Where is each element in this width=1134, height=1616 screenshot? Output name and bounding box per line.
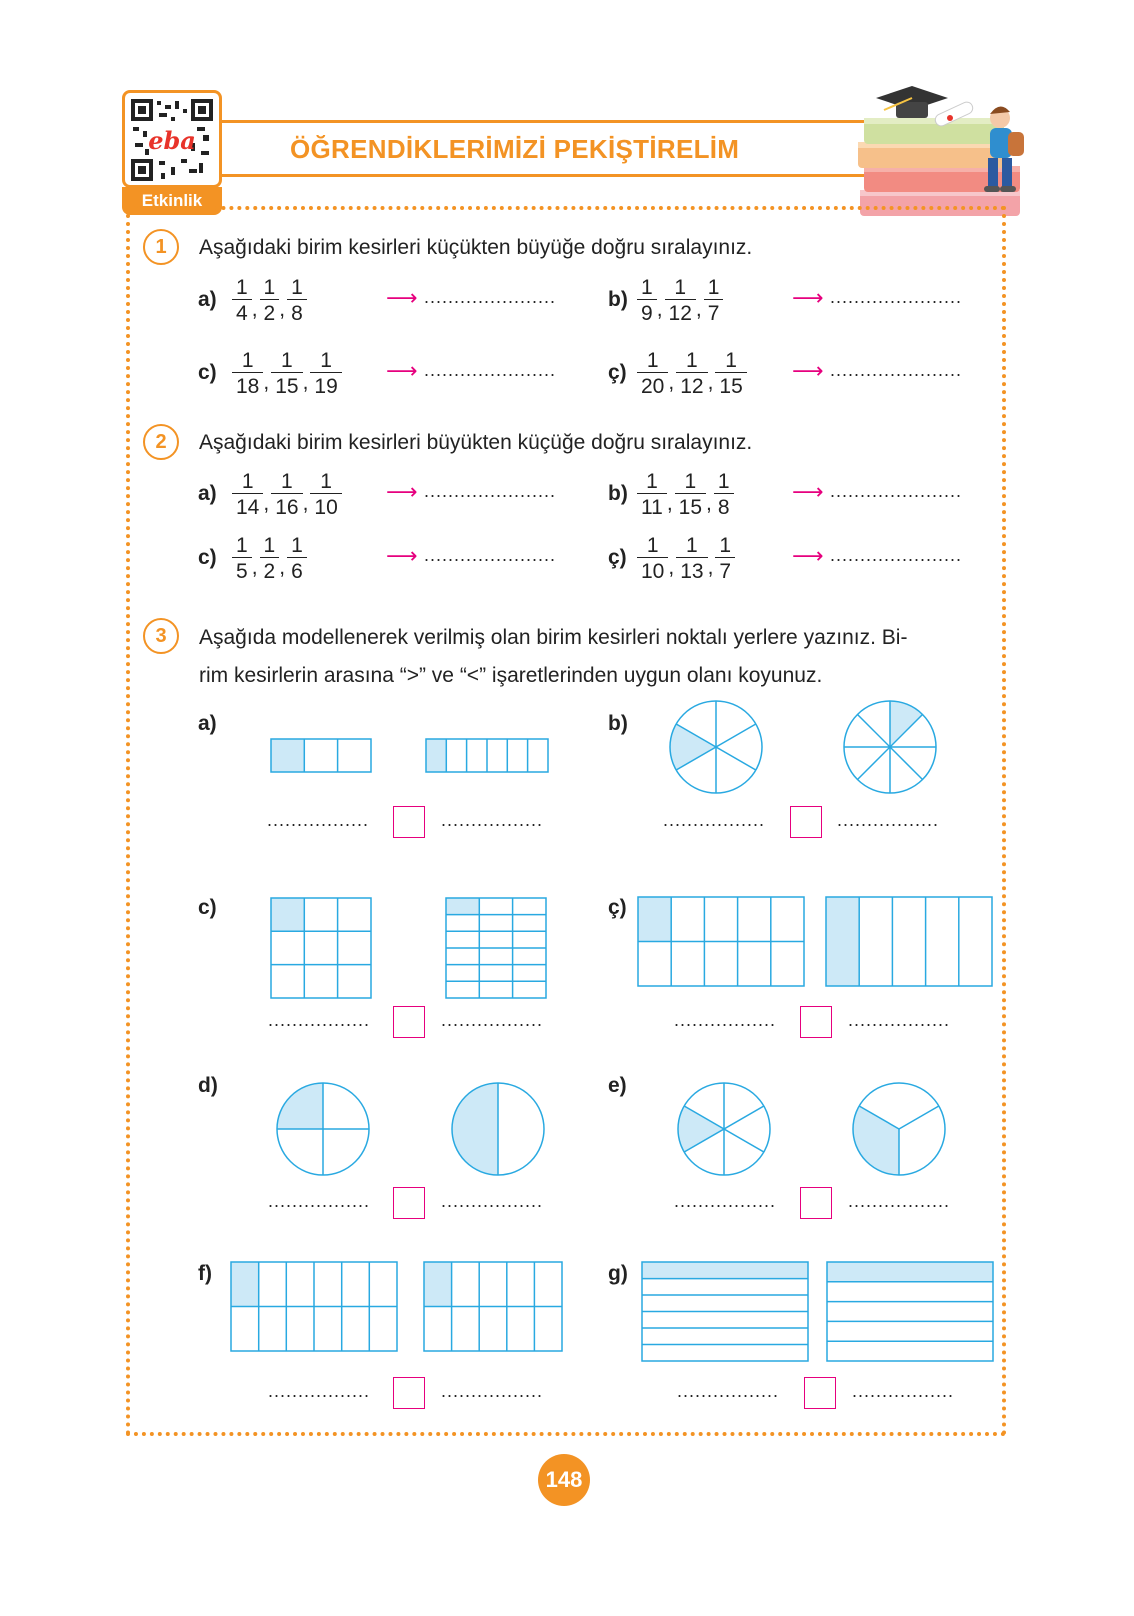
fraction-numerator: 1 [707,276,720,299]
q1-item-0-answer-blank[interactable]: ...................... [424,287,557,307]
qr-code[interactable] [122,90,222,188]
q3-g-comparison-box[interactable] [804,1377,836,1409]
fraction-denominator: 12 [665,299,696,325]
fraction-numerator: 1 [717,470,730,493]
arrow-right-icon: ⟶ [792,358,824,383]
question-3-text-line2: rim kesirlerin arasına “>” ve “<” işaretlerinden uygun olanı koyunuz. [199,664,823,687]
q1-item-3-label: ç) [608,361,627,384]
fraction-denominator: 12 [676,372,707,398]
q2-item-2-answer-blank[interactable]: ...................... [424,545,557,565]
title-rule-bottom [222,174,882,177]
q2-item-0-fractions [232,470,342,519]
q1-item-1-label: b) [608,288,628,311]
q3-g-right-answer-blank[interactable]: ................. [852,1381,955,1401]
q2-item-3-fractions [637,534,735,583]
q3-item-e-label: e) [608,1074,627,1097]
q3-a-right-answer-blank[interactable]: ................. [441,810,544,830]
q2-item-1-label: b) [608,482,628,505]
page-title: ÖĞRENDİKLERİMİZİ PEKİŞTİRELİM [290,134,740,164]
q1-item-2-label: c) [198,361,217,384]
comma-separator: , [302,491,309,515]
comma-separator: , [251,555,258,579]
question-2-text: Aşağıdaki birim kesirleri büyükten küçüğe doğru sıralayınız. [199,431,753,454]
q2-item-2-label: c) [198,546,217,569]
q3-g-right-model [826,1261,996,1363]
fraction-numerator: 1 [291,534,303,557]
fraction [714,470,734,519]
question-3-text-line1: Aşağıda modellenerek verilmiş olan birim kesirleri noktalı yerlere yazınız. Bi- [199,626,908,649]
title-rule-top [222,120,882,123]
q3-e-right-model [852,1082,946,1176]
fraction [637,349,668,398]
q1-item-0-fractions [232,276,307,325]
comma-separator: , [279,555,286,579]
fraction [637,276,657,325]
q3-d-comparison-box[interactable] [393,1187,425,1219]
q1-item-0-label: a) [198,288,217,311]
fraction [260,276,280,325]
fraction-denominator: 7 [704,299,724,325]
fraction-numerator: 1 [320,470,332,493]
q3-g-left-answer-blank[interactable]: ................. [677,1381,780,1401]
q3-f-left-answer-blank[interactable]: ................. [268,1381,371,1401]
activity-badge: Etkinlik [122,187,222,215]
fraction-denominator: 19 [310,372,341,398]
question-1-number: 1 [143,229,179,265]
q3-f-left-model [230,1261,400,1353]
fraction [676,349,707,398]
q3-item-d-label: d) [198,1074,218,1097]
graduation-cap-icon [876,86,948,118]
q2-item-1-answer-blank[interactable]: ...................... [830,481,963,501]
q3-a-right-model [425,738,551,774]
arrow-right-icon: ⟶ [386,543,418,568]
arrow-right-icon: ⟶ [792,479,824,504]
q3-cc-left-model [637,896,807,988]
fraction [232,276,252,325]
fraction-denominator: 10 [637,557,668,583]
fraction-denominator: 14 [232,493,263,519]
fraction-denominator: 13 [676,557,707,583]
fraction-numerator: 1 [646,349,659,372]
q2-item-0-label: a) [198,482,217,505]
fraction [287,534,307,583]
qr-pattern-icon [131,99,213,181]
q3-cc-right-answer-blank[interactable]: ................. [848,1010,951,1030]
q3-c-left-answer-blank[interactable]: ................. [268,1010,371,1030]
fraction [271,349,302,398]
fraction-numerator: 1 [719,534,732,557]
fraction [675,470,706,519]
fraction-numerator: 1 [686,349,698,372]
q3-f-right-model [423,1261,563,1353]
fraction [637,534,668,583]
q1-item-1-fractions [637,276,723,325]
fraction-numerator: 1 [674,276,687,299]
q2-item-2-fractions [232,534,307,583]
q3-b-left-model [669,700,763,794]
q3-g-left-model [641,1261,811,1363]
fraction [704,276,724,325]
q2-item-1-fractions [637,470,734,519]
arrow-right-icon: ⟶ [386,479,418,504]
fraction-denominator: 15 [675,493,706,519]
comma-separator: , [279,297,286,321]
fraction [271,470,302,519]
q3-d-right-answer-blank[interactable]: ................. [441,1191,544,1211]
fraction-numerator: 1 [236,534,248,557]
q3-item-c-label: c) [198,896,217,919]
fraction-denominator: 20 [637,372,668,398]
fraction-numerator: 1 [686,534,698,557]
fraction [310,470,341,519]
fraction-numerator: 1 [646,470,658,493]
question-1-text: Aşağıdaki birim kesirleri küçükten büyüğe doğru sıralayınız. [199,236,753,259]
q3-cc-right-model [825,896,995,988]
q3-e-left-answer-blank[interactable]: ................. [674,1191,777,1211]
fraction [637,470,667,519]
fraction-numerator: 1 [641,276,653,299]
q3-a-comparison-box[interactable] [393,806,425,838]
q3-b-right-answer-blank[interactable]: ................. [837,810,940,830]
q3-item-g-label: g) [608,1262,628,1285]
arrow-right-icon: ⟶ [386,285,418,310]
arrow-right-icon: ⟶ [792,543,824,568]
fraction [715,349,746,398]
q3-e-comparison-box[interactable] [800,1187,832,1219]
fraction-numerator: 1 [281,470,293,493]
fraction-denominator: 5 [232,557,252,583]
q3-cc-comparison-box[interactable] [800,1006,832,1038]
fraction [665,276,696,325]
comma-separator: , [695,297,702,321]
q3-d-left-answer-blank[interactable]: ................. [268,1191,371,1211]
fraction-denominator: 6 [287,557,307,583]
question-3-number: 3 [143,618,179,654]
q2-item-0-answer-blank[interactable]: ...................... [424,481,557,501]
fraction-denominator: 7 [715,557,735,583]
fraction [310,349,341,398]
q1-item-3-answer-blank[interactable]: ...................... [830,360,963,380]
fraction-numerator: 1 [236,276,248,299]
q3-c-right-answer-blank[interactable]: ................. [441,1010,544,1030]
q2-item-3-label: ç) [608,546,627,569]
fraction [260,534,280,583]
comma-separator: , [668,555,675,579]
fraction-numerator: 1 [291,276,303,299]
q3-d-right-model [451,1082,545,1176]
q3-item-b-label: b) [608,712,628,735]
fraction-denominator: 11 [637,493,667,519]
q1-item-2-fractions [232,349,342,398]
comma-separator: , [706,491,712,515]
fraction-numerator: 1 [725,349,737,372]
fraction [232,534,252,583]
arrow-right-icon: ⟶ [386,358,418,383]
q3-b-comparison-box[interactable] [790,806,822,838]
fraction-numerator: 1 [241,470,254,493]
q3-item-a-label: a) [198,712,217,735]
fraction-denominator: 4 [232,299,252,325]
fraction [715,534,735,583]
fraction-denominator: 8 [714,493,734,519]
q3-e-right-answer-blank[interactable]: ................. [848,1191,951,1211]
q3-a-left-answer-blank[interactable]: ................. [267,810,370,830]
page-number: 148 [538,1454,590,1506]
fraction-denominator: 9 [637,299,657,325]
q3-e-left-model [677,1082,771,1176]
q1-item-2-answer-blank[interactable]: ...................... [424,360,557,380]
fraction-numerator: 1 [263,534,276,557]
q3-f-right-answer-blank[interactable]: ................. [441,1381,544,1401]
q3-d-left-model [276,1082,370,1176]
fraction-denominator: 18 [232,372,263,398]
fraction-denominator: 15 [271,372,302,398]
fraction-numerator: 1 [320,349,332,372]
q2-item-3-answer-blank[interactable]: ...................... [830,545,963,565]
q1-item-3-fractions [637,349,747,398]
comma-separator: , [707,555,714,579]
fraction-numerator: 1 [263,276,276,299]
comma-separator: , [263,370,270,394]
fraction [287,276,307,325]
q3-b-right-model [843,700,937,794]
fraction-denominator: 16 [271,493,302,519]
q3-c-left-model [270,897,374,1001]
question-2-number: 2 [143,424,179,460]
fraction-numerator: 1 [646,534,659,557]
q3-c-right-model [445,897,549,1001]
q3-item-f-label: f) [198,1262,212,1285]
eba-logo: eba [148,126,196,155]
fraction [232,349,263,398]
fraction-denominator: 2 [260,299,280,325]
q3-a-left-model [270,738,374,774]
fraction-numerator: 1 [281,349,293,372]
fraction [232,470,263,519]
fraction-denominator: 10 [310,493,341,519]
q3-b-left-answer-blank[interactable]: ................. [663,810,766,830]
fraction-denominator: 8 [287,299,307,325]
fraction [676,534,707,583]
comma-separator: , [707,370,714,394]
q3-item-cc-label: ç) [608,896,627,919]
comma-separator: , [251,297,258,321]
comma-separator: , [263,491,270,515]
q3-cc-left-answer-blank[interactable]: ................. [674,1010,777,1030]
fraction-numerator: 1 [684,470,697,493]
comma-separator: , [666,491,673,515]
comma-separator: , [668,370,675,394]
fraction-numerator: 1 [241,349,254,372]
q3-c-comparison-box[interactable] [393,1006,425,1038]
comma-separator: , [656,297,663,321]
q3-f-comparison-box[interactable] [393,1377,425,1409]
fraction-denominator: 2 [260,557,280,583]
comma-separator: , [302,370,309,394]
fraction-denominator: 15 [715,372,746,398]
q1-item-1-answer-blank[interactable]: ...................... [830,287,963,307]
arrow-right-icon: ⟶ [792,285,824,310]
